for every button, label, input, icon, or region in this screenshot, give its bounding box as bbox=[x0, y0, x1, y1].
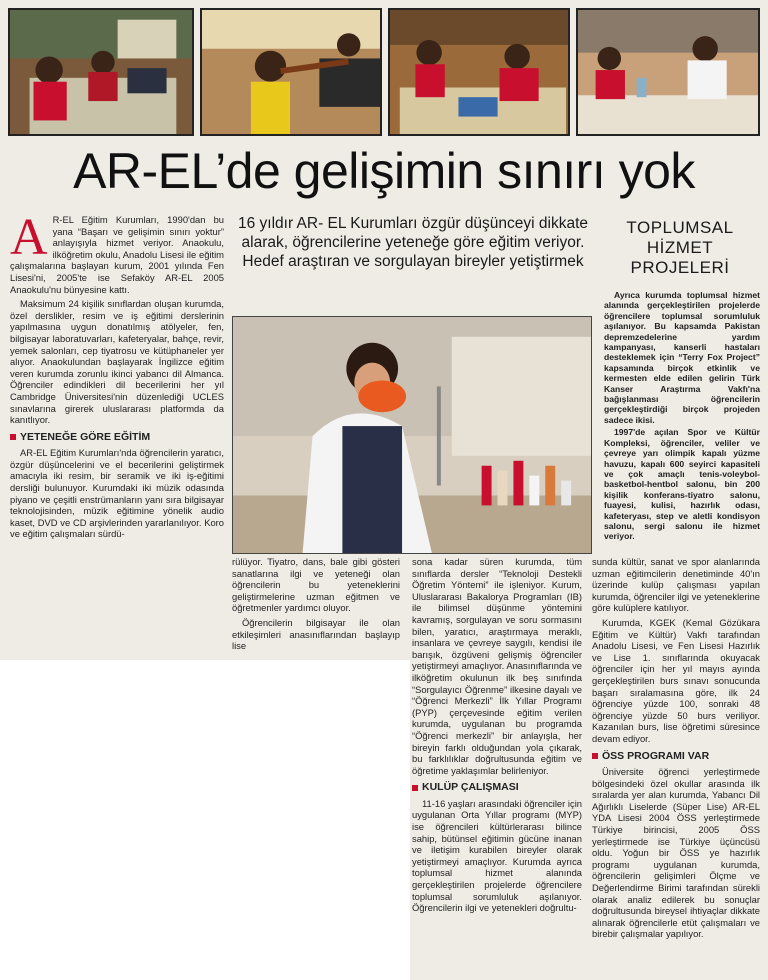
body-paragraph: Öğrencilerin bilgisayar ile olan etkileşimleri anasınıflarından başlayıp lise bbox=[232, 616, 400, 652]
section-heading bbox=[412, 782, 582, 794]
body-paragraph: sunda kültür, sanat ve spor alanlarında uzman eğitimcilerin denetiminde 40'ın üzerinde kulüp çalışması yapılan kurumda, öğrenciler ilgi ve yeteneklerine göre kulüplere katılıyor. bbox=[592, 556, 760, 614]
section-heading-text: ÖSS PROGRAMI VAR bbox=[602, 749, 710, 762]
section-heading bbox=[592, 751, 760, 763]
square-bullet-icon bbox=[592, 753, 598, 759]
intro-paragraph: Maksimum 24 kişilik sınıflardan oluşan kurumda, özel derslikler, resim ve iş eğitimi derslerinin yapılmasına uygun donatılmış atölyeler, fen, bilgisayar laboratuvarları, kafeteryalar, bahçe, revir, yemek salonları, cep tiyatrosu ve kütüphaneler yer alıyor. Anaokulundan başlayarak İngilizce eğitim veren kurumda zorunlu ikinci yabancı dil Almanca. Öğrenciler edindikleri dil becerilerini her yıl Cambridge Üniversitesi'nin düzenlediği UCLES sınavlarına girerek uluslararası platformda da kanıtlıyor. bbox=[10, 298, 224, 426]
column-intro bbox=[10, 209, 224, 543]
body-paragraph: Üniversite öğrenci yerleştirmede bölgesindeki özel okullar arasında ilk sıralarda yer alan kurumda, Yabancı Dil Ağırlıklı Liselerde (Süper Lise) AR-EL YDA Lisesi 2004 ÖSS yerleştirmede Türkiye birincisi, 2005 ÖSS yerleştirmede ise Türkiye üçüncüsü oldu. Yoğun bir ÖSS ye hazırlık programı uygulanan kurumda, öğrencilerin gelişimleri Ölçme ve Değerlendirme Birimi tarafından sürekli olarak analiz edilerek bu sonuçlar doğrultusunda bireysel ihtiyaçlar dikkate alınarak öğrencilerle etüt çalışmaları ve birebir çalışmalar yapılıyor. bbox=[592, 766, 760, 940]
square-bullet-icon bbox=[10, 434, 16, 440]
column-programs bbox=[412, 556, 582, 917]
drop-cap: A bbox=[10, 209, 48, 266]
photo-chemistry-student bbox=[232, 316, 592, 554]
square-bullet-icon bbox=[412, 785, 418, 791]
section-heading-text: KULÜP ÇALIŞMASI bbox=[422, 781, 519, 794]
body-paragraph: 11-16 yaşları arasındaki öğrenciler için uygulanan Orta Yıllar programı (MYP) ise öğrencileri kültürlerarası bilince sahip, bütünsel eğitimin gücüne inanan ve iletişim kurabilen bireyler olarak yetiştirmeyi amaçlıyor. Kurumda ayrıca toplumsal hizmet alanında gerçekleştirilen projelerde öğrencilere toplumsal sorumluluk aşılanıyor. Öğrencilerin ilgi ve yetenekleri doğrultu- bbox=[412, 797, 582, 914]
sidebar-text bbox=[604, 290, 760, 544]
body-paragraph: sona kadar süren kurumda, tüm sınıflarda dersler “Teknoloji Destekli Öğretim Yöntemi” ile işleniyor. Kurum, Uluslararası Bakalorya Programları (IB) ile bilimsel düşünme yöntemini kavramış, sorgulayan ve soru sormasını bilen, yaratıcı, araştırmaya meraklı, insanlara ve çevreye saygılı, kendisi ile barışık, özgüveni gelişmiş öğrenciler yetiştirmeyi amaçlıyor. Anasınıflarında ve ilköğretim okulunun ilk beş sınıfında “Sorgulayıcı Öğrenme” ilkesine dayalı ve “Öğrenci Merkezli” İlk Yıllar Programı (PYP) çerçevesinde eğitim verilen kurumda, uygulanan bu programda “Öğrenci merkezli” bir anlayışla, her bireyin farklı olduğundan yola çıkarak, bu farklılıklar doğrultusunda eğitim ve öğretime yaklaşımlar belirleniyor. bbox=[412, 556, 582, 776]
body-paragraph: Kurumda, KGEK (Kemal Gözükara Eğitim ve Kültür) Vakfı tarafından Anadolu Lisesi, ve Fen Lisesi Hazırlık ve Lise 1. sınıflarında okuyacak öğrenciler için her yıl mayıs ayında gerçekleştirilen burs sınavı sonucunda başarı sıralamasına göre, ilk 24 öğrenciye yüzde 100, sonraki 48 öğrenciye yüzde 50 burs veriliyor. Kazanılan burs, lise öğretimi süresince devam ediyor. bbox=[592, 616, 760, 744]
sidebar-title: TOPLUMSAL HİZMET PROJELERİ bbox=[626, 218, 734, 277]
headline: AR-EL’de gelişimin sınırı yok bbox=[73, 143, 695, 199]
column-arts bbox=[232, 556, 400, 655]
sidebar-paragraph: 1997'de açılan Spor ve Kültür Kompleksi, öğrenciler, veliler ve çevreye yarı olimpik kapalı yüzme havuzu, kapalı 600 seyirci kapasiteli ve çok amaçlı tenis-voleybol-basketbol-hentbol salonu, bin 200 kişilik konferans-tiyatro salonu, fuayesi, kulisi, hazırlık odası, kafeteryası, step ve aletli kondisyon salonu, sergi salonu ile hizmet veriyor. bbox=[604, 427, 760, 542]
intro-paragraph: R-EL Eğitim Kurumları, 1990'dan bu yana “Başarı ve gelişimin sınırı yoktur” anlayışıyla hizmet veriyor. Anaokulu, ilköğretim okulu, Anadolu Lisesi ile eğitim çalışmalarına başlayan kurum, 2001 yılında Fen Lisesi'ni, 2005'te ise Sefaköy AR-EL 2005 Anaokulu'nu bünyesine kattı. bbox=[10, 214, 224, 295]
section-heading-text: YETENEĞE GÖRE EĞİTİM bbox=[20, 430, 151, 443]
column-scholarships bbox=[592, 556, 760, 943]
blank-area bbox=[0, 660, 410, 980]
body-paragraph: rülüyor. Tiyatro, dans, bale gibi gösteri sanatlarına ilgi ve yeteneği olan öğrencilerin bu yeteneklerini geliştirmelerine uzman eğitmen ve öğretmenler yardımcı oluyor. bbox=[232, 556, 400, 614]
photo-computer-class bbox=[8, 8, 194, 136]
photo-art-class bbox=[388, 8, 570, 136]
sidebar-paragraph: Ayrıca kurumda toplumsal hizmet alanında gerçekleştirilen projelerde öğrencilere toplumsal sorumluluk aşılanıyor. Bu kapsamda Pakistan depremzedelerine yardım kampanyası, kanserli hastaları desteklemek için “Terry Fox Project” kapsamında birçok etkinlik ve kermesten elde edilen gelirin Türk Kanser Araştırma Vakfı'na bağışlanması öğrencilerin gerçekleştirdiği birçok projeden sadece ikisi. bbox=[604, 290, 760, 425]
body-paragraph: AR-EL Eğitim Kurumları'nda öğrencilerin yaratıcı, özgür düşüncelerini ve el becerilerini geliştirmek amacıyla iki resim, bir seramik ve iki iş-eğitimi dersliği bulunuyor. Kurumdaki iki müzik odasında piyano ve çeşitli enstrümanların yanı sıra bilgisayar teknolojisinden, müzik eğitimine yönelik audio kaset, DVD ve CD arşivlerinden yararlanılıyor. Koro ve eğitim çalışmaları sürdü- bbox=[10, 447, 224, 540]
photo-violin-class bbox=[200, 8, 382, 136]
section-heading bbox=[10, 432, 224, 444]
deck-subtitle: 16 yıldır AR- EL Kurumları özgür düşünceyi dikkate alarak, öğrencilerine yeteneğe göre eğitim veriyor. Hedef araştıran ve sorgulayan bireyler yetiştirmek bbox=[237, 215, 589, 270]
photo-lab-class bbox=[576, 8, 760, 136]
